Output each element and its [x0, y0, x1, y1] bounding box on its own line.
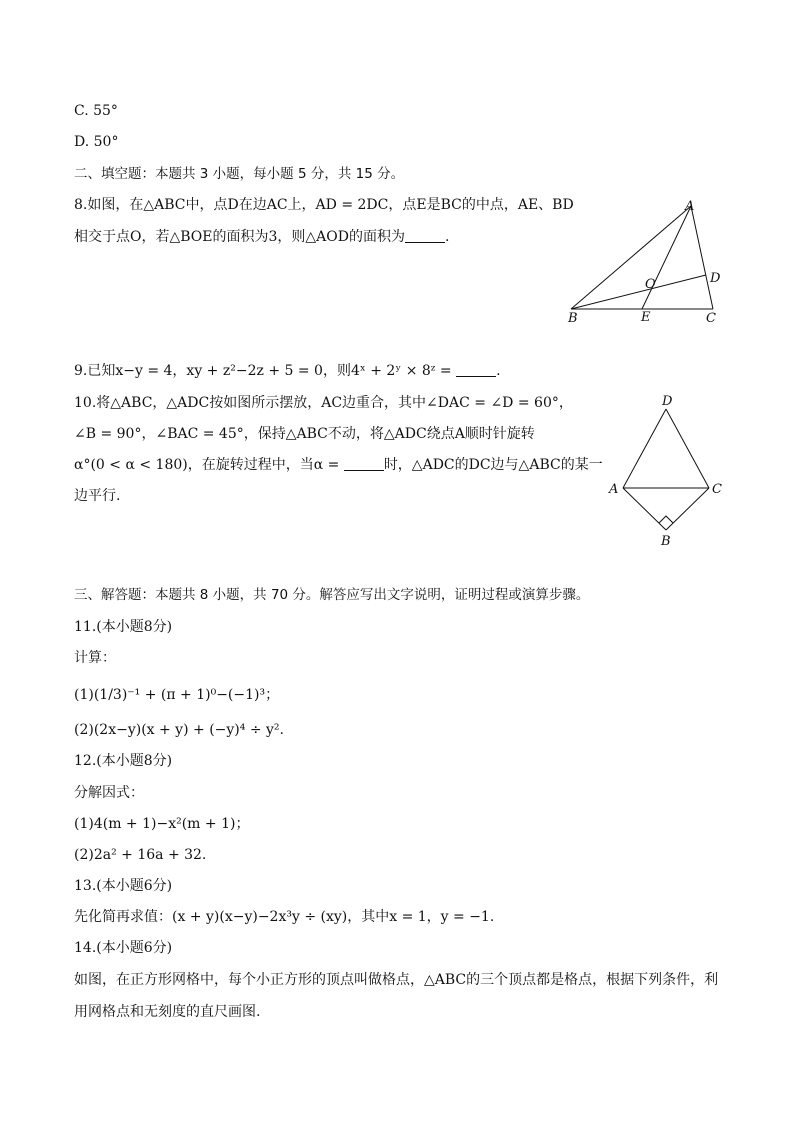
section-2-heading: 二、填空题：本题共 3 小题，每小题 5 分，共 15 分。 — [74, 166, 405, 182]
q10-line-2: ∠B = 90°，∠BAC = 45°，保持△ABC不动，将△ADC绕点A顺时针旋转 — [74, 426, 535, 442]
q8-triangle-figure — [560, 196, 730, 326]
q8-label-e: E — [641, 310, 651, 325]
q8-label-b: B — [568, 311, 578, 326]
q11-part-1: (1)(1/3)⁻¹ + (π + 1)⁰−(−1)³； — [74, 687, 280, 703]
q9-text: 9.已知x−y = 4，xy + z²−2z + 5 = 0，则4ˣ + 2ʸ × 8ᶻ = — [74, 363, 452, 379]
q10-line-1: 10.将△ABC，△ADC按如图所示摆放，AC边重合，其中∠DAC = ∠D = 60°， — [74, 395, 573, 411]
q14-line-2: 用网格点和无刻度的直尺画图. — [74, 1004, 261, 1020]
q12-part-2: (2)2a² + 16a + 32. — [74, 847, 207, 863]
segment-da — [623, 409, 666, 488]
q8-line-2 — [74, 227, 449, 247]
q10-label-a: A — [609, 482, 619, 497]
segment-cb — [666, 488, 709, 530]
q13-text: 先化简再求值：(x + y)(x−y)−2x³y ÷ (xy)，其中x = 1，y = −1. — [74, 909, 495, 925]
option-c: C. 55° — [74, 103, 118, 119]
q8-label-d: D — [710, 271, 721, 286]
q10-triangles-figure — [604, 392, 744, 552]
q9-line — [74, 361, 501, 381]
segment-ab — [623, 488, 666, 530]
q9-answer-blank — [456, 362, 496, 377]
q8-line-2-end: . — [444, 229, 450, 245]
q14-line-1: 如图，在正方形网格中，每个小正方形的顶点叫做格点，△ABC的三个顶点都是格点，根据下列条件，利 — [74, 972, 719, 988]
q10-label-b: B — [661, 534, 671, 549]
q10-label-d: D — [662, 394, 673, 409]
q11-prompt: 计算： — [74, 650, 116, 666]
q10-line-3-start: α°(0 < α < 180)，在旋转过程中，当α = — [74, 457, 340, 473]
q12-prompt: 分解因式： — [74, 785, 144, 801]
q10-label-c: C — [712, 482, 722, 497]
option-d: D. 50° — [74, 134, 119, 150]
right-angle-mark — [659, 516, 673, 523]
section-3-heading: 三、解答题：本题共 8 小题，共 70 分。解答应写出文字说明，证明过程或演算步骤。 — [74, 587, 590, 603]
q10-line-3-end: 时，△ADC的DC边与△ABC的某一 — [383, 457, 603, 473]
q8-line-1: 8.如图，在△ABC中，点D在边AC上，AD = 2DC，点E是BC的中点，AE、BD — [74, 197, 574, 213]
q8-line-2-text: 相交于点O，若△BOE的面积为3，则△AOD的面积为 — [74, 229, 405, 245]
q10-answer-blank — [344, 456, 384, 471]
q10-line-4: 边平行. — [74, 488, 121, 504]
q13-title: 13.(本小题6分) — [74, 878, 173, 894]
q8-answer-blank — [405, 228, 445, 243]
segment-ae — [642, 206, 691, 309]
segment-ac — [691, 206, 713, 309]
q10-line-3 — [74, 455, 603, 475]
q8-label-c: C — [706, 311, 716, 326]
q11-title: 11.(本小题8分) — [74, 619, 173, 635]
q14-title: 14.(本小题6分) — [74, 940, 173, 956]
q11-part-2: (2)(2x−y)(x + y) + (−y)⁴ ÷ y². — [74, 722, 284, 738]
segment-dc — [666, 409, 709, 488]
q8-label-a: A — [685, 199, 695, 214]
q12-title: 12.(本小题8分) — [74, 753, 173, 769]
q9-end: . — [496, 363, 501, 379]
q12-part-1: (1)4(m + 1)−x²(m + 1)； — [74, 816, 250, 832]
q8-label-o: O — [645, 277, 656, 292]
